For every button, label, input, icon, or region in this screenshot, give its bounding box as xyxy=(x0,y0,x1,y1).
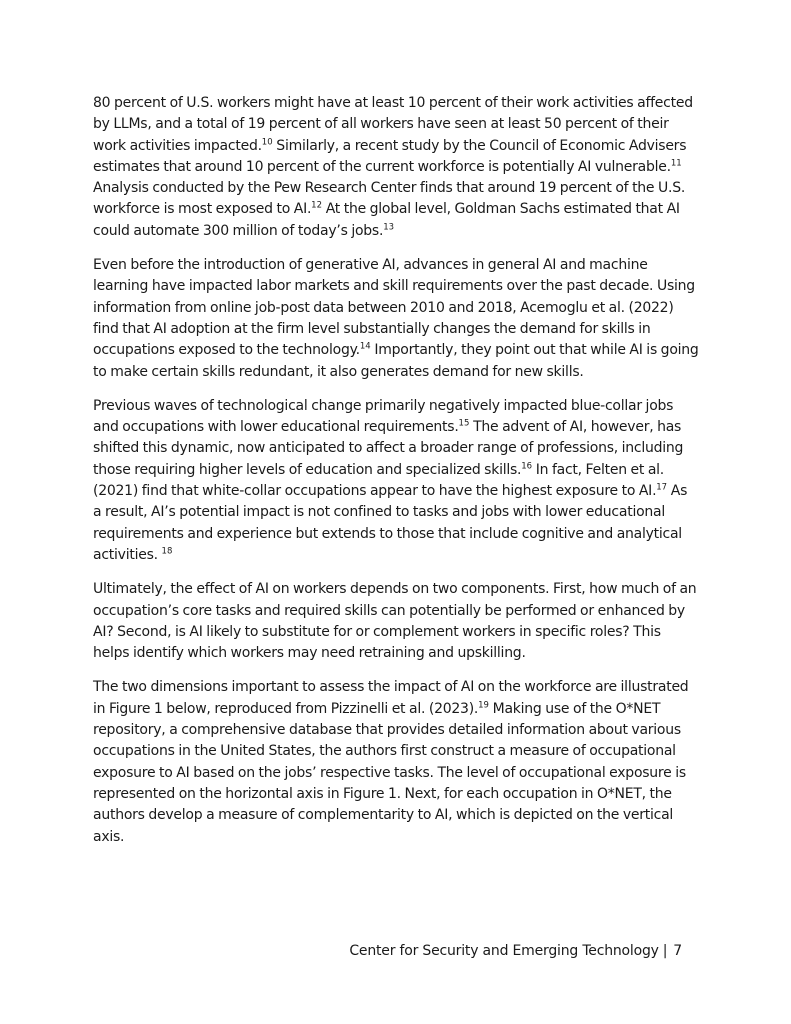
paragraph-text: 80 percent of U.S. workers might have at least 10 percent of their work activities affected by LLMs, and a total of 19 percent of all workers have seen at least 50 percent of their work activities impacted. xyxy=(93,95,693,154)
paragraph-text: As a result, AI’s potential impact is not confined to tasks and jobs with lower educational requirements and experience but extends to those that include cognitive and analytical activities. xyxy=(93,483,688,563)
paragraph xyxy=(93,579,699,664)
paragraph-text: Even before the introduction of generative AI, advances in general AI and machine learning have impacted labor markets and skill requirements over the past decade. Using information from online job-post data between 2010 and 2018, Acemoglu et al. (2022) find that AI adoption at the firm level substantially changes the demand for skills in occupations exposed to the technology. xyxy=(93,257,695,359)
page-number: 7 xyxy=(673,943,682,959)
footer-org: Center for Security and Emerging Technology xyxy=(349,943,659,959)
paragraph-text: Ultimately, the effect of AI on workers depends on two components. First, how much of an occupation’s core tasks and required skills can potentially be performed or enhanced by AI? Second, is AI likely to substitute for or complement workers in specific roles? This helps identify which workers may need retraining and upskilling. xyxy=(93,581,697,662)
footnote-ref[interactable]: 17 xyxy=(656,482,668,493)
footnote-ref[interactable]: 14 xyxy=(359,341,371,352)
footnote-ref[interactable]: 15 xyxy=(458,418,470,429)
footnote-ref[interactable]: 18 xyxy=(161,546,173,557)
paragraph-text: At the global level, Goldman Sachs estimated that AI could automate 300 million of today’s jobs. xyxy=(93,201,680,239)
footer-separator: | xyxy=(662,943,668,959)
page-body xyxy=(93,93,699,861)
footnote-ref[interactable]: 19 xyxy=(478,700,489,711)
paragraph xyxy=(93,677,699,847)
paragraph xyxy=(93,396,699,566)
footnote-ref[interactable]: 11 xyxy=(670,158,682,169)
footnote-ref[interactable]: 16 xyxy=(521,461,533,472)
paragraph-text: The two dimensions important to assess the impact of AI on the workforce are illustrated in Figure 1 below, reproduced from Pizzinelli et al. (2023). xyxy=(93,679,689,717)
paragraph-text: Importantly, they point out that while AI is going to make certain skills redundant, it also generates demand for new skills. xyxy=(93,342,699,380)
footnote-ref[interactable]: 10 xyxy=(261,136,273,147)
paragraph xyxy=(93,255,699,383)
paragraph-text: Previous waves of technological change primarily negatively impacted blue-collar jobs and occupations with lower educational requirements. xyxy=(93,397,674,436)
paragraph-text: Making use of the O*NET repository, a comprehensive database that provides detailed information about various occupations in the United States, the authors first construct a measure of occupational exposure to AI based on the jobs’ respective tasks. The level of occupational exposure is represented on the horizontal axis in Figure 1. Next, for each occupation in O*NET, the authors develop a measure of complementarity to AI, which is depicted on the vertical axis. xyxy=(93,700,686,845)
paragraph-text: Analysis conducted by the Pew Research Center finds that around 19 percent of the U.S. workforce is most exposed to AI. xyxy=(93,180,686,218)
paragraph-text: In fact, Felten et al. (2021) find that white-collar occupations appear to have the highest exposure to AI. xyxy=(93,461,664,500)
paragraph-text: The advent of AI, however, has shifted this dynamic, now anticipated to affect a broader range of professions, including those requiring higher levels of education and specialized skills. xyxy=(93,419,684,478)
footnote-ref[interactable]: 12 xyxy=(311,200,322,211)
page-footer xyxy=(349,941,682,962)
footnote-ref[interactable]: 13 xyxy=(383,222,395,233)
paragraph xyxy=(93,93,699,242)
paragraph-text: Similarly, a recent study by the Council of Economic Advisers estimates that around 10 percent of the current workforce is potentially AI vulnerable. xyxy=(93,137,687,175)
